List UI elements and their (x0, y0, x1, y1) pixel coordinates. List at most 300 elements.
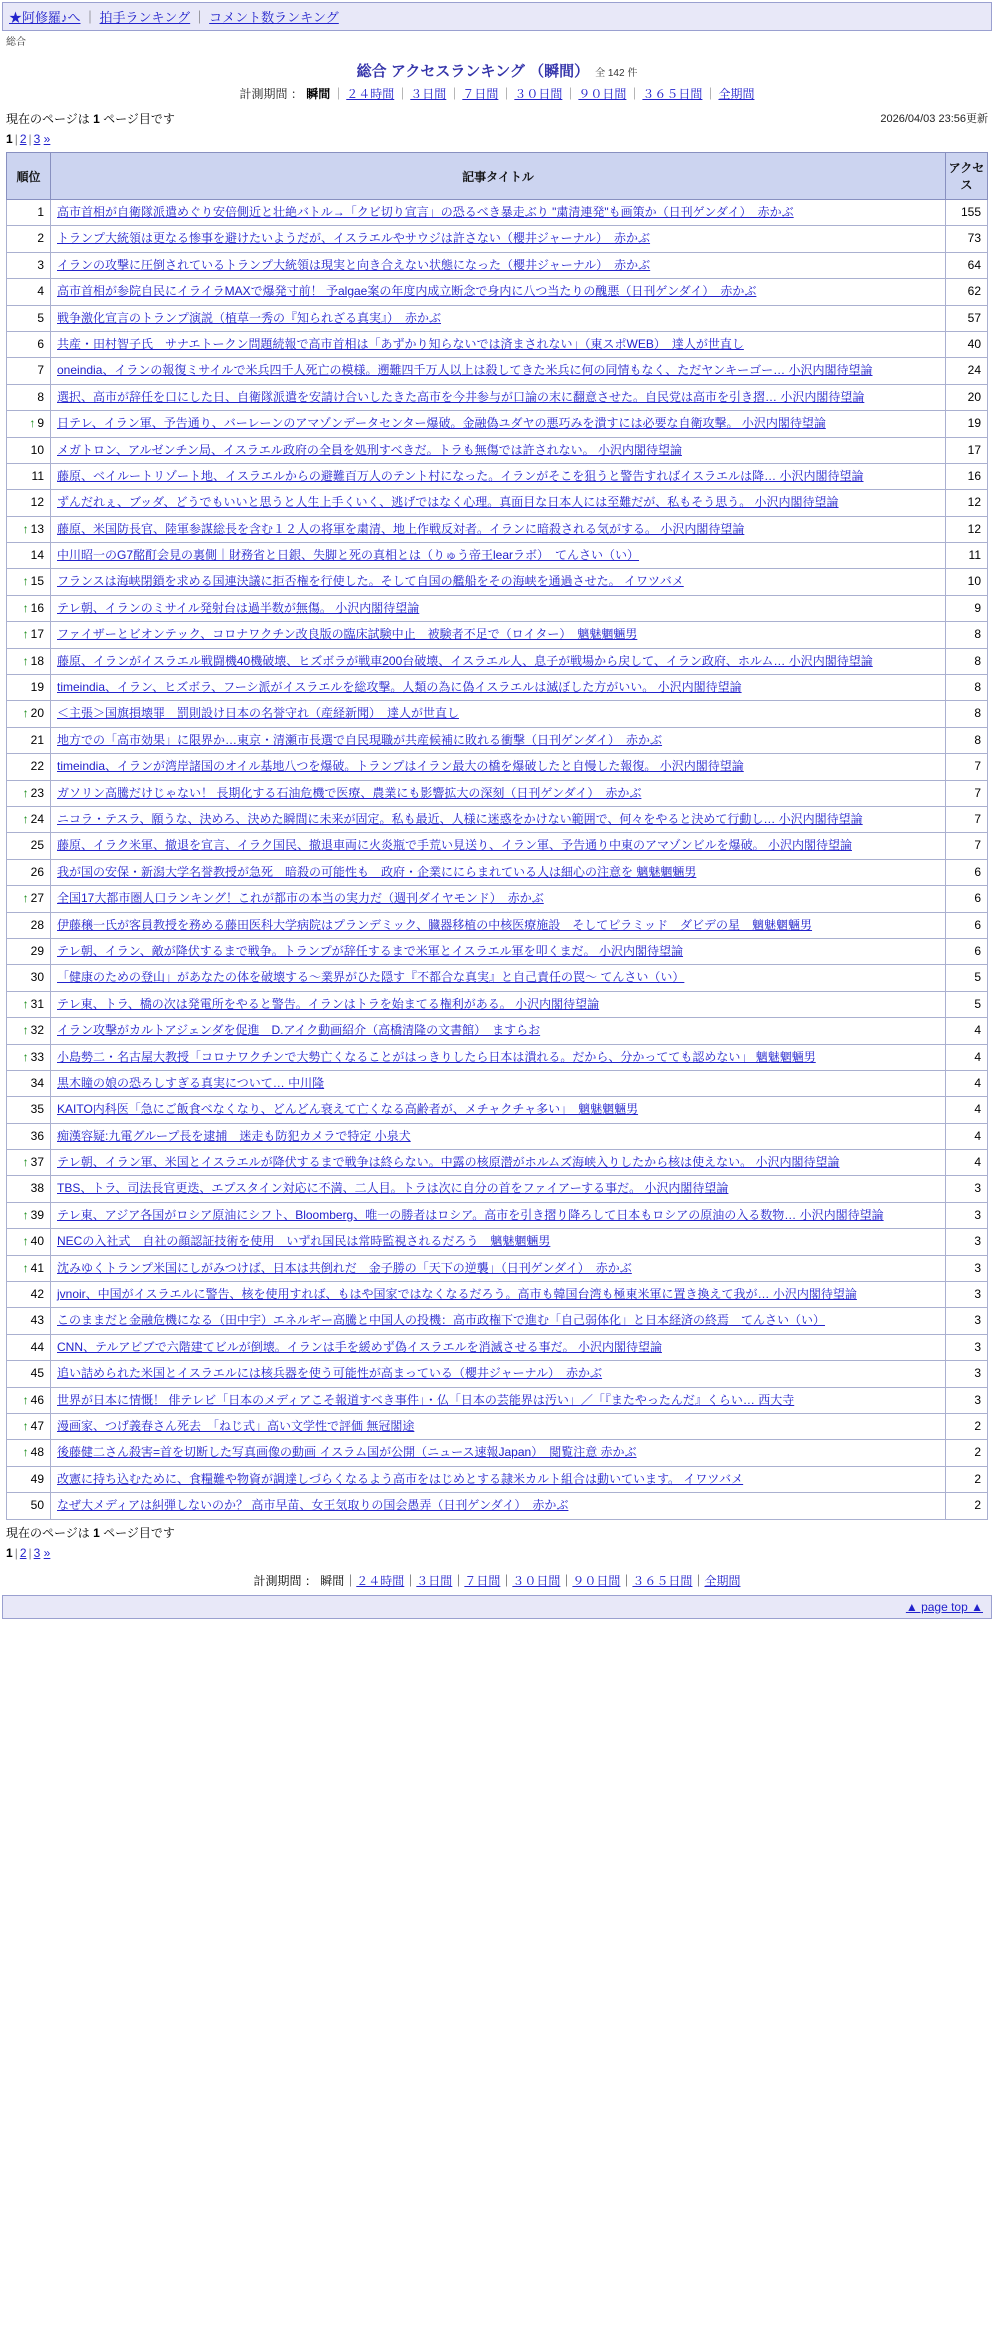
access-count-cell: 2 (946, 1440, 988, 1466)
ranking-table (6, 152, 988, 1520)
article-title-link[interactable]: 我が国の安保・新潟大学名誉教授が急死 暗殺の可能性も 政府・企業ににらまれている人は細心の注意を 魑魅魍魎男 (57, 864, 697, 879)
table-row (7, 463, 988, 489)
table-row (7, 358, 988, 384)
article-title-cell (51, 279, 946, 305)
access-count-cell: 2 (946, 1493, 988, 1519)
rank-number: 14 (30, 548, 44, 563)
table-row (7, 1255, 988, 1281)
period-sep-b3: ｜ (452, 1573, 465, 1588)
rank-cell (7, 1044, 51, 1070)
article-title-cell (51, 305, 946, 331)
period-selector-bottom (6, 1572, 988, 1589)
rank-number: 4 (37, 284, 44, 299)
table-row (7, 1308, 988, 1334)
rank-number: 47 (30, 1418, 44, 1433)
rank-up-icon: ↑ (29, 416, 36, 431)
table-row (7, 1150, 988, 1176)
table-row (7, 780, 988, 806)
access-count-cell: 3 (946, 1229, 988, 1255)
rank-up-icon: ↑ (22, 1234, 29, 1249)
access-count-cell: 19 (946, 411, 988, 437)
article-title-link[interactable]: KAITO内科医「急にご飯食べなくなり、どんどん衰えて亡くなる高齢者が、メチャクチャ多い」 魑魅魍魎男 (57, 1102, 639, 1117)
access-count-cell: 8 (946, 701, 988, 727)
access-count-cell: 6 (946, 859, 988, 885)
rank-cell (7, 490, 51, 516)
rank-number: 26 (30, 864, 44, 879)
article-title-cell (51, 358, 946, 384)
article-title-link[interactable]: jvnoir、中国がイスラエルに警告、核を使用すれば、もはや国家ではなくなるだろう。高市も韓国台湾も極東米軍に置き換えて我が… 小沢内閣待望論 (57, 1287, 857, 1302)
article-title-link[interactable]: NECの入社式 自社の顔認証技術を使用 いずれ国民は常時監視されるだろう 魑魅魍魎男 (57, 1234, 551, 1249)
status-bar-bottom (6, 1524, 988, 1562)
rank-number: 8 (37, 389, 44, 404)
article-title-cell (51, 1282, 946, 1308)
article-title-link[interactable]: テレ東、トラ、橋の次は発電所をやると警告。イランはトラを始まてる権利がある。 小沢内閣待望論 (57, 996, 600, 1011)
page-link-next-top[interactable]: » (43, 132, 51, 146)
period-selector-top (6, 85, 988, 102)
article-title-link[interactable]: テレ東、アジア各国がロシア原油にシフト、Bloomberg、唯一の勝者はロシア。高市を引き摺り降ろして日本もロシアの原油の入る数物… 小沢内閣待望論 (57, 1207, 884, 1222)
rank-cell (7, 701, 51, 727)
article-title-link[interactable]: テレ朝、イランのミサイル発射台は過半数が無傷。 小沢内閣待望論 (57, 600, 420, 615)
nav-separator-1: ｜ (83, 10, 97, 25)
table-row (7, 754, 988, 780)
rank-up-icon: ↑ (22, 1392, 29, 1407)
article-title-link[interactable]: 痴漢容疑:九電グループ長を逮捕 迷走も防犯カメラで特定 小泉犬 (57, 1128, 411, 1143)
table-row (7, 411, 988, 437)
page-link-3-top[interactable]: 3 (33, 132, 41, 146)
period-option-instant-top[interactable]: 瞬間 (306, 87, 331, 101)
access-count-cell: 73 (946, 226, 988, 252)
rank-up-icon: ↑ (22, 1418, 29, 1433)
access-count-cell: 3 (946, 1176, 988, 1202)
article-title-link[interactable]: テレ朝、イラン、敵が降伏するまで戦争。トランプが辞任するまで米軍とイスラエル軍を叩くまだ。 小沢内閣待望論 (57, 943, 684, 958)
period-option-90d-bottom[interactable]: ９０日間 (572, 1573, 621, 1588)
rank-number: 7 (37, 363, 44, 378)
table-row (7, 1202, 988, 1228)
rank-number: 28 (30, 917, 44, 932)
article-title-link[interactable]: 高市首相が自衛隊派遣めぐり安倍側近と壮絶バトル→「クビ切り宣言」の恐るべき暴走ぶり "粛清連発"も画策か（日刊ゲンダイ） 赤かぶ (57, 205, 794, 219)
table-row (7, 675, 988, 701)
article-title-link[interactable]: CNN、テルアビブで六階建てビルが倒壊。イランは手を緩めず偽イスラエルを消滅させる事だ。 小沢内閣待望論 (57, 1339, 662, 1354)
article-title-cell (51, 1440, 946, 1466)
article-title-link[interactable]: テレ朝、イラン軍、米国とイスラエルが降伏するまで戦争は終らない。中露の核原潜がホルムズ海峡入りしたから核は使えない。 小沢内閣待望論 (57, 1155, 840, 1170)
article-title-link[interactable]: 後藤健二さん殺害=首を切断した写真画像の動画 イスラム国が公開（ニュース速報Japan） 閲覧注意 赤かぶ (57, 1445, 637, 1460)
rank-number: 41 (30, 1260, 44, 1275)
page-link-1-bottom[interactable]: 1 (6, 1545, 13, 1560)
rank-number: 10 (30, 442, 44, 457)
table-row (7, 200, 988, 226)
rank-cell (7, 912, 51, 938)
rank-cell (7, 648, 51, 674)
article-title-link[interactable]: 伊藤穣一氏が客員教授を務める藤田医科大学病院はプランデミック、臓器移植の中核医療施設 そしてピラミッド ダビデの星 魑魅魍魎男 (57, 917, 813, 932)
article-title-cell (51, 1334, 946, 1360)
article-title-link[interactable]: 全国17大都市圏人口ランキング！これが都市の本当の実力だ（週刊ダイヤモンド） 赤かぶ (57, 891, 544, 906)
page-top-link[interactable]: ▲ page top ▲ (905, 1599, 983, 1614)
article-title-cell (51, 701, 946, 727)
article-title-link[interactable]: 中川昭一のG7酩酊会見の裏側｜財務省と日銀、失脚と死の真相とは（りゅう帝王learラボ） てんさい（い） (57, 548, 640, 563)
rank-number: 25 (30, 838, 44, 853)
rank-number: 2 (37, 231, 44, 246)
rank-cell (7, 965, 51, 991)
article-title-link[interactable]: フランスは海峡閉鎖を求める国連決議に拒否権を行使した。そして自国の艦船をその海峡を通過させた。 イワツバメ (57, 574, 684, 589)
access-count-cell: 3 (946, 1361, 988, 1387)
table-row (7, 384, 988, 410)
rank-cell (7, 1255, 51, 1281)
article-title-link[interactable]: なぜ大メディアは糾弾しないのか？ 高市早苗、女王気取りの国会愚弄（日刊ゲンダイ） 赤かぶ (57, 1498, 569, 1513)
access-count-cell: 40 (946, 331, 988, 357)
rank-cell (7, 622, 51, 648)
access-count-cell: 7 (946, 780, 988, 806)
page-link-2-bottom[interactable]: 2 (19, 1545, 27, 1560)
rank-up-icon: ↑ (22, 627, 29, 642)
current-page-suffix-top: ページ目です (99, 112, 175, 126)
period-sep-b7: ｜ (692, 1573, 705, 1588)
rank-cell (7, 938, 51, 964)
access-count-cell: 4 (946, 1070, 988, 1096)
rank-number: 22 (30, 759, 44, 774)
rank-up-icon: ↑ (22, 521, 29, 536)
table-row (7, 1387, 988, 1413)
article-title-cell (51, 1018, 946, 1044)
article-title-cell (51, 411, 946, 437)
table-row (7, 543, 988, 569)
article-title-cell (51, 384, 946, 410)
rank-up-icon: ↑ (22, 785, 29, 800)
nav-link-comment-ranking[interactable]: コメント数ランキング (209, 10, 339, 25)
rank-number: 13 (30, 521, 44, 536)
table-row (7, 886, 988, 912)
page-title (6, 60, 988, 81)
table-row (7, 991, 988, 1017)
access-count-cell: 12 (946, 490, 988, 516)
article-title-link[interactable]: 追い詰められた米国とイスラエルには核兵器を使う可能性が高まっている（櫻井ジャーナル） 赤かぶ (57, 1366, 603, 1381)
pager-sep-1-top: | (14, 132, 18, 146)
rank-up-icon: ↑ (22, 1155, 29, 1170)
table-row (7, 569, 988, 595)
article-title-link[interactable]: 小島勢二・名古屋大教授「コロナワクチンで大勢亡くなることがはっきりしたら日本は潰れる。だから、分かってても認めない」 魑魅魍魎男 (57, 1049, 816, 1064)
period-sep-7: ｜ (704, 87, 717, 101)
period-option-all-bottom[interactable]: 全期間 (704, 1573, 741, 1588)
article-title-cell (51, 1176, 946, 1202)
article-title-link[interactable]: 改憲に持ち込むために、食糧難や物資が調達しづらくなるよう高市をはじめとする隷米カルト組合は動いています。 イワツバメ (57, 1471, 744, 1486)
article-title-link[interactable]: トランプ大統領は更なる惨事を避けたいようだが、イスラエルやサウジは許さない（櫻井ジャーナル） 赤かぶ (57, 231, 651, 246)
article-title-link[interactable]: 共産・田村智子氏 サナエトークン問題続報で高市首相は「あずかり知らないでは済まされない」（東スポWEB） 達人が世直し (57, 336, 744, 351)
article-title-cell (51, 886, 946, 912)
rank-number: 20 (30, 706, 44, 721)
access-count-cell: 5 (946, 991, 988, 1017)
rank-cell (7, 1018, 51, 1044)
article-title-cell (51, 252, 946, 278)
article-title-link[interactable]: timeindia、イランが湾岸諸国のオイル基地八つを爆破。トランプはイラン最大の橋を爆破したと自慢した報復。 小沢内閣待望論 (57, 759, 744, 774)
access-count-cell: 8 (946, 648, 988, 674)
access-count-cell: 10 (946, 569, 988, 595)
nav-link-clap-ranking[interactable]: 拍手ランキング (99, 10, 191, 25)
article-title-cell (51, 1466, 946, 1492)
article-title-link[interactable]: TBS、トラ、司法長官更迭、エプスタイン対応に不満、二人目。トラは次に自分の首をファイアーする事だ。 小沢内閣待望論 (57, 1181, 729, 1196)
article-title-link[interactable]: メガトロン、アルゼンチン局、イスラエル政府の全員を処刑すべきだ。トラも無傷では許されない。 小沢内閣待望論 (57, 442, 682, 457)
period-option-30d-bottom[interactable]: ３０日間 (512, 1573, 561, 1588)
period-option-30d-top[interactable]: ３０日間 (514, 87, 563, 101)
table-row (7, 833, 988, 859)
table-row (7, 965, 988, 991)
article-title-cell (51, 200, 946, 226)
article-title-link[interactable]: 沈みゆくトランプ米国にしがみつけば、日本は共倒れだ 金子勝の「天下の逆襲」（日刊ゲンダイ） 赤かぶ (57, 1260, 632, 1275)
article-title-link[interactable]: 藤原、イランがイスラエル戦闘機40機破壊、ヒズボラが戦車200台破壊、イスラエル人、息子が戦場から戻して、イラン政府、ホルム… 小沢内閣待望論 (57, 653, 873, 668)
rank-cell (7, 384, 51, 410)
period-option-7d-bottom[interactable]: ７日間 (464, 1573, 501, 1588)
column-header-rank: 順位 (7, 153, 51, 200)
rank-number: 24 (30, 811, 44, 826)
rank-number: 38 (30, 1181, 44, 1196)
current-page-prefix-top: 現在のページは (6, 112, 94, 126)
rank-number: 30 (30, 970, 44, 985)
rank-cell (7, 1097, 51, 1123)
rank-cell (7, 806, 51, 832)
rank-number: 33 (30, 1049, 44, 1064)
access-count-cell: 6 (946, 938, 988, 964)
rank-number: 19 (30, 680, 44, 695)
current-page-number-bottom: 1 (93, 1525, 100, 1540)
table-row (7, 1440, 988, 1466)
page-link-next-bottom[interactable]: » (43, 1545, 51, 1560)
rank-number: 48 (30, 1445, 44, 1460)
article-title-cell (51, 1255, 946, 1281)
rank-up-icon: ↑ (22, 1023, 29, 1038)
table-row (7, 938, 988, 964)
article-title-cell (51, 727, 946, 753)
table-row (7, 595, 988, 621)
article-title-cell (51, 991, 946, 1017)
nav-link-asyura[interactable]: ★阿修羅♪へ (9, 10, 81, 25)
page-top-bar (2, 1595, 992, 1619)
access-count-cell: 3 (946, 1334, 988, 1360)
article-title-cell (51, 833, 946, 859)
article-title-link[interactable]: 黒木瞳の娘の恐ろしすぎる真実について… 中川隆 (57, 1075, 325, 1090)
rank-cell (7, 1282, 51, 1308)
column-header-title: 記事タイトル (51, 153, 946, 200)
table-row (7, 701, 988, 727)
table-row (7, 806, 988, 832)
rank-cell (7, 1493, 51, 1519)
pager-sep-2-bottom: | (28, 1545, 32, 1560)
rank-number: 31 (30, 996, 44, 1011)
page-title-text: 総合 アクセスランキング （瞬間） (356, 63, 590, 80)
article-title-link[interactable]: 漫画家、つげ義春さん死去 「ねじ式」高い文学性で評価 無冠閣途 (57, 1418, 415, 1433)
rank-number: 50 (30, 1498, 44, 1513)
access-count-cell: 17 (946, 437, 988, 463)
article-title-link[interactable]: ニコラ・テスラ、願うな、決めろ、決めた瞬間に未来が固定。私も最近、人様に迷惑をかけない範囲で、何々をやると決めて行動し… 小沢内閣待望論 (57, 811, 863, 826)
rank-cell (7, 252, 51, 278)
period-option-all-top[interactable]: 全期間 (718, 87, 755, 101)
access-count-cell: 2 (946, 1413, 988, 1439)
page-link-2-top[interactable]: 2 (19, 132, 27, 146)
article-title-link[interactable]: 「健康のための登山」があなたの体を破壊する～業界がひた隠す『不都合な真実』と自己責任の罠～ てんさい（い） (57, 970, 685, 985)
rank-number: 23 (30, 785, 44, 800)
article-title-cell (51, 1387, 946, 1413)
table-row (7, 727, 988, 753)
rank-cell (7, 780, 51, 806)
article-title-cell (51, 569, 946, 595)
table-row (7, 1413, 988, 1439)
table-row (7, 1466, 988, 1492)
article-title-cell (51, 806, 946, 832)
article-title-link[interactable]: 藤原、米国防長官、陸軍参謀総長を含む１２人の将軍を粛清、地上作戦反対者。イランに暗殺される気がする。 小沢内閣待望論 (57, 521, 745, 536)
rank-up-icon: ↑ (22, 1049, 29, 1064)
article-title-cell (51, 463, 946, 489)
table-row (7, 516, 988, 542)
access-count-cell: 4 (946, 1018, 988, 1044)
rank-number: 15 (30, 574, 44, 589)
period-option-24h-bottom[interactable]: ２４時間 (356, 1573, 405, 1588)
rank-number: 27 (30, 891, 44, 906)
rank-cell (7, 595, 51, 621)
article-title-cell (51, 331, 946, 357)
article-title-link[interactable]: イラン攻撃がカルトアジェンダを促進 D.アイク動画紹介（高橋清隆の文書館） ますらお (57, 1023, 541, 1038)
table-row (7, 437, 988, 463)
rank-cell (7, 279, 51, 305)
table-row (7, 1334, 988, 1360)
rank-cell (7, 463, 51, 489)
current-page-status-bottom (6, 1524, 175, 1542)
access-count-cell: 24 (946, 358, 988, 384)
article-title-cell (51, 938, 946, 964)
article-title-link[interactable]: 選択、高市が辞任を口にした日、自衛隊派遣を安請け合いしたきた高市を今井参与が口論の末に翻意させた。自民党は高市を引き摺… 小沢内閣待望論 (57, 389, 865, 404)
period-sep-b1: ｜ (344, 1573, 357, 1588)
article-title-link[interactable]: 地方での「高市効果」に限界か…東京・清瀬市長選で自民現職が共産候補に敗れる衝撃（日刊ゲンダイ） 赤かぶ (57, 732, 663, 747)
article-title-link[interactable]: ずんだれぇ、ブッダ、どうでもいいと思うと人生上手くいく、逃げではなく心理。真面目な日本人には至難だが、私もそう思う。 小沢内閣待望論 (57, 495, 839, 510)
table-row (7, 1097, 988, 1123)
article-title-cell (51, 1361, 946, 1387)
article-title-cell (51, 516, 946, 542)
period-option-instant-bottom[interactable]: 瞬間 (320, 1573, 345, 1588)
rank-number: 32 (30, 1023, 44, 1038)
rank-number: 12 (30, 495, 44, 510)
article-title-cell (51, 1229, 946, 1255)
article-title-link[interactable]: このままだと金融危機になる（田中宇）エネルギー高騰と中国人の投機：高市政権下で進む「自己弱体化」と日本経済の終焉 てんさい（い） (57, 1313, 826, 1328)
current-page-status-top (6, 110, 175, 128)
table-row (7, 1044, 988, 1070)
article-title-cell (51, 1413, 946, 1439)
article-title-cell (51, 1044, 946, 1070)
access-count-cell: 4 (946, 1150, 988, 1176)
table-row (7, 226, 988, 252)
period-sep-b6: ｜ (620, 1573, 633, 1588)
article-title-cell (51, 622, 946, 648)
article-title-cell (51, 780, 946, 806)
rank-number: 21 (30, 732, 44, 747)
rank-number: 43 (30, 1313, 44, 1328)
status-left-top (6, 110, 175, 148)
period-option-90d-top[interactable]: ９０日間 (578, 87, 627, 101)
article-title-cell (51, 1070, 946, 1096)
article-title-cell (51, 648, 946, 674)
article-title-link[interactable]: 戦争激化宣言のトランプ演説（植草一秀の『知られざる真実』） 赤かぶ (57, 310, 442, 325)
status-left-bottom (6, 1524, 175, 1562)
table-row (7, 331, 988, 357)
article-title-link[interactable]: 藤原、ベイルートリゾート地、イスラエルからの避難百万人のテント村になった。イランがそこを狙うと警告すればイスラエルは降… 小沢内閣待望論 (57, 468, 864, 483)
article-title-link[interactable]: ガソリン高騰だけじゃない！ 長期化する石油危機で医療、農業にも影響拡大の深刻（日刊ゲンダイ） 赤かぶ (57, 785, 642, 800)
rank-cell (7, 200, 51, 226)
period-option-365d-top[interactable]: ３６５日間 (642, 87, 703, 101)
table-row (7, 1070, 988, 1096)
table-row (7, 1018, 988, 1044)
period-sep-2: ｜ (396, 87, 409, 101)
access-count-cell: 3 (946, 1282, 988, 1308)
article-title-cell (51, 754, 946, 780)
rank-number: 16 (30, 600, 44, 615)
table-row (7, 859, 988, 885)
current-page-number-top: 1 (93, 112, 100, 126)
period-option-3d-bottom[interactable]: ３日間 (416, 1573, 453, 1588)
access-count-cell: 4 (946, 1097, 988, 1123)
article-title-link[interactable]: 世界が日本に情慨！ 俳テレビ「日本のメディアこそ報道すべき事件」・仏「日本の芸能界は汚い」／「『またやったんだ』くらい… 西大寺 (57, 1392, 795, 1407)
period-option-24h-top[interactable]: ２４時間 (346, 87, 395, 101)
rank-number: 11 (31, 468, 44, 483)
rank-up-icon: ↑ (22, 1260, 29, 1275)
rank-number: 34 (30, 1075, 44, 1090)
status-bar-top (6, 110, 988, 148)
article-title-link[interactable]: 藤原、イラク米軍、撤退を宣言、イラク国民、撤退車両に火炎瓶で手荒い見送り、イラン軍、予告通り中東のアマゾンビルを爆破。 小沢内閣待望論 (57, 838, 852, 853)
period-label-bottom: 計測期間 ： (253, 1573, 317, 1588)
article-title-link[interactable]: 日テレ、イラン軍、予告通り、バーレーンのアマゾンデータセンター爆破。金融偽ユダヤの悪巧みを潰すには必要な自衛攻撃。 小沢内閣待望論 (57, 416, 826, 431)
period-option-365d-bottom[interactable]: ３６５日間 (632, 1573, 693, 1588)
rank-cell (7, 727, 51, 753)
article-title-cell (51, 437, 946, 463)
table-row (7, 648, 988, 674)
rank-cell (7, 1308, 51, 1334)
rank-cell (7, 1123, 51, 1149)
article-title-link[interactable]: timeindia、イラン、ヒズボラ、フーシ派がイスラエルを総攻撃。人類の為に偽イスラエルは滅ぼした方がいい。 小沢内閣待望論 (57, 680, 742, 695)
rank-number: 36 (30, 1128, 44, 1143)
article-title-cell (51, 1493, 946, 1519)
access-count-cell: 57 (946, 305, 988, 331)
access-count-cell: 7 (946, 806, 988, 832)
period-sep-4: ｜ (500, 87, 513, 101)
rank-cell (7, 754, 51, 780)
rank-cell (7, 1150, 51, 1176)
article-title-cell (51, 1097, 946, 1123)
period-sep-b2: ｜ (404, 1573, 417, 1588)
rank-number: 6 (37, 336, 44, 351)
access-count-cell: 8 (946, 727, 988, 753)
period-option-7d-top[interactable]: ７日間 (462, 87, 499, 101)
rank-number: 45 (30, 1366, 44, 1381)
access-count-cell: 4 (946, 1044, 988, 1070)
article-title-link[interactable]: イランの攻撃に圧倒されているトランプ大統領は現実と向き合えない状態になった（櫻井ジャーナル） 赤かぶ (57, 257, 651, 272)
rank-number: 40 (30, 1234, 44, 1249)
period-label-top: 計測期間 ： (239, 87, 303, 101)
rank-cell (7, 226, 51, 252)
access-count-cell: 8 (946, 622, 988, 648)
page-link-1-top[interactable]: 1 (6, 132, 13, 146)
page-link-3-bottom[interactable]: 3 (33, 1545, 41, 1560)
access-count-cell: 3 (946, 1387, 988, 1413)
article-title-cell (51, 1123, 946, 1149)
article-title-cell (51, 490, 946, 516)
access-count-cell: 20 (946, 384, 988, 410)
article-title-link[interactable]: 高市首相が参院自民にイライラMAXで爆発寸前！ 予algae案の年度内成立断念で身内に八つ当たりの醜悪（日刊ゲンダイ） 赤かぶ (57, 284, 757, 299)
rank-cell (7, 569, 51, 595)
article-title-link[interactable]: ファイザーとビオンテック、コロナワクチン改良版の臨床試験中止 被験者不足で（ロイター） 魑魅魍魎男 (57, 627, 638, 642)
period-option-3d-top[interactable]: ３日間 (410, 87, 447, 101)
pager-sep-1-bottom: | (14, 1545, 18, 1560)
pagination-top (6, 130, 175, 148)
article-title-link[interactable]: ＜主張＞国旗損壊罪 罰則設け日本の名誉守れ（産経新聞） 達人が世直し (57, 706, 460, 721)
access-count-cell: 8 (946, 675, 988, 701)
access-count-cell: 3 (946, 1308, 988, 1334)
article-title-link[interactable]: oneindia、イランの報復ミサイルで米兵四千人死亡の模様。遡難四千万人以上は殺してきた米兵に何の同情もなく、ただヤンキーゴー… 小沢内閣待望論 (57, 363, 873, 378)
rank-cell (7, 411, 51, 437)
rank-cell (7, 886, 51, 912)
